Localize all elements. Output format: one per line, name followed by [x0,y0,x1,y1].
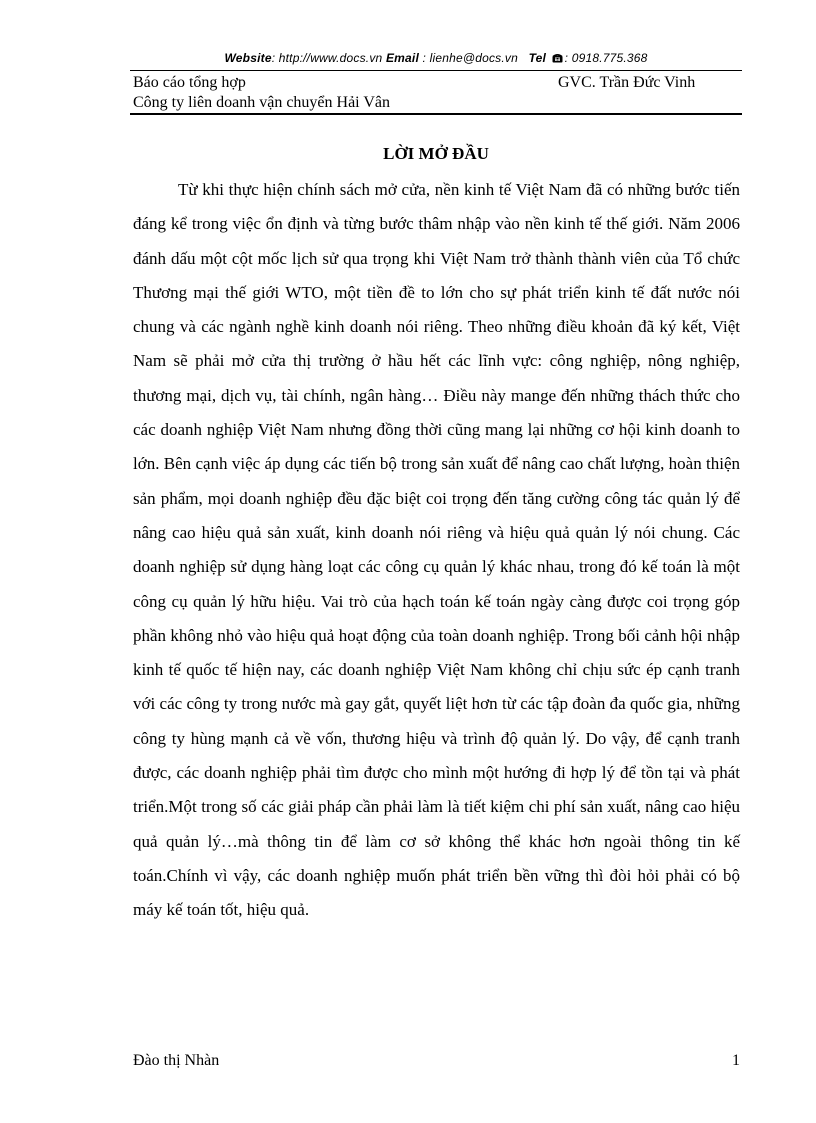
email-address[interactable]: : lienhe@docs.vn [422,51,518,65]
tel-number: : 0918.775.368 [564,51,648,65]
website-label: Website [224,51,272,65]
website-contact-line [130,51,742,65]
header-divider-bottom [130,113,742,115]
page-number: 1 [732,1052,740,1069]
intro-paragraph: Từ khi thực hiện chính sách mở cửa, nền kinh tế Việt Nam đã có những bước tiến đáng kể trong việc ổn định và từng bước thâm nhập vào nền kinh tế thế giới. Năm 2006 đánh dấu một cột mốc lịch sử qua trọng khi Việt Nam trở thành thành viên của Tổ chức Thương mại thế giới WTO, một tiền đề to lớn cho sự phát triển kinh tế đất nước nói chung và các ngành nghề kinh doanh nói riêng. Theo những điều khoản đã ký kết, Việt Nam sẽ phải mở cửa thị trường ở hầu hết các lĩnh vực: công nghiệp, nông nghiệp, thương mại, dịch vụ, tài chính, ngân hàng… Điều này mange đến những thách thức cho các doanh nghiệp Việt Nam nhưng đồng thời cũng mang lại những cơ hội kinh doanh to lớn. Bên cạnh việc áp dụng các tiến bộ trong sản xuất để nâng cao chất lượng, hoàn thiện sản phẩm, mọi doanh nghiệp đều đặc biệt coi trọng đến tăng cường công tác quản lý để nâng cao hiệu quả sản xuất, kinh doanh nói riêng và hiệu quả quản lý nói chung. Các doanh nghiệp sử dụng hàng loạt các công cụ quản lý khác nhau, trong đó kế toán là một công cụ quản lý hữu hiệu. Vai trò của hạch toán kế toán ngày càng được coi trọng góp phần không nhỏ vào hiệu quả hoạt động của toàn doanh nghiệp. Trong bối cảnh hội nhập kinh tế quốc tế hiện nay, các doanh nghiệp Việt Nam không chỉ chịu sức ép cạnh tranh với các công ty trong nước mà gay gắt, quyết liệt hơn từ các tập đoàn đa quốc gia, những công ty hùng mạnh cả về vốn, thương hiệu và trình độ quản lý. Do vậy, để cạnh tranh được, các doanh nghiệp phải tìm được cho mình một hướng đi hợp lý để tồn tại và phát triển.Một trong số các giải pháp cần phải làm là tiết kiệm chi phí sản xuất, nâng cao hiệu quả quản lý…mà thông tin để làm cơ sở không thể khác hơn ngoài thông tin kế toán.Chính vì vậy, các doanh nghiệp muốn phát triển bền vững thì đòi hỏi phải có bộ máy kế toán tốt, hiệu quả. [133,180,740,920]
company-name: Công ty liên doanh vận chuyển Hải Vân [133,94,390,111]
tel-label: Tel [528,51,547,65]
phone-icon [552,52,563,62]
report-type: Báo cáo tổng hợp [133,74,246,91]
header-divider-top [130,70,742,71]
instructor-name: GVC. Trần Đức Vinh [558,74,696,91]
website-url[interactable]: : http://www.docs.vn [271,51,383,65]
email-label: Email [385,51,419,65]
page-title: LỜI MỞ ĐẦU [383,144,489,163]
footer-author: Đào thị Nhàn [133,1052,220,1069]
